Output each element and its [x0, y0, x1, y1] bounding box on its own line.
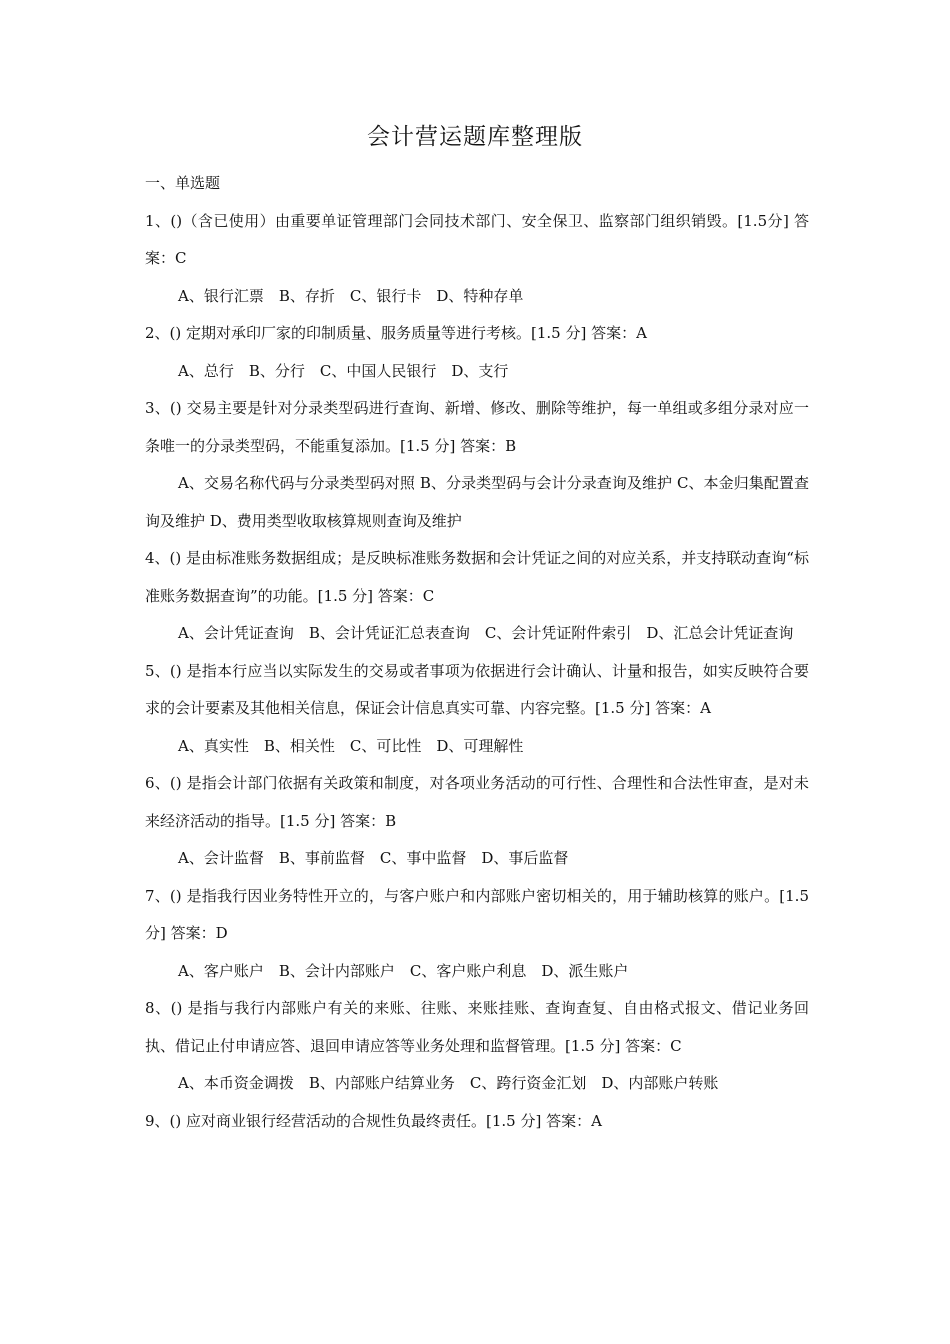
question-stem-2: 2、() 定期对承印厂家的印制质量、服务质量等进行考核。[1.5 分] 答案：A: [145, 324, 647, 342]
question-stem-3: 3、() 交易主要是针对分录类型码进行查询、新增、修改、删除等维护，每一单组或多组分录对应一条唯一的分录类型码，不能重复添加。[1.5 分] 答案：B: [145, 399, 809, 455]
section-heading: 一、单选题: [145, 174, 221, 192]
question-stem-9: 9、() 应对商业银行经营活动的合规性负最终责任。[1.5 分] 答案：A: [145, 1111, 602, 1130]
document-title: 会计营运题库整理版: [367, 124, 583, 150]
question-stem-4: 4、() 是由标准账务数据组成；是反映标准账务数据和会计凭证之间的对应关系，并支持联动查询“标准账务数据查询”的功能。[1.5 分] 答案：C: [145, 549, 809, 605]
question-stem-7: 7、() 是指我行因业务特性开立的，与客户账户和内部账户密切相关的，用于辅助核算的账户。[1.5 分] 答案：D: [145, 886, 809, 942]
question-options-8: A、本币资金调拨 B、内部账户结算业务 C、跨行资金汇划 D、内部账户转账: [178, 1074, 719, 1092]
question-options-4: A、会计凭证查询 B、会计凭证汇总表查询 C、会计凭证附件索引 D、汇总会计凭证查询: [178, 624, 794, 642]
question-options-7: A、客户账户 B、会计内部账户 C、客户账户利息 D、派生账户: [178, 961, 629, 980]
question-options-1: A、银行汇票 B、存折 C、银行卡 D、特种存单: [178, 286, 524, 305]
document-body: [145, 165, 809, 1140]
question-stem-5: 5、() 是指本行应当以实际发生的交易或者事项为依据进行会计确认、计量和报告，如实反映符合要求的会计要素及其他相关信息，保证会计信息真实可靠、内容完整。[1.5 分] 答案：A: [145, 661, 809, 717]
question-stem-6: 6、() 是指会计部门依据有关政策和制度，对各项业务活动的可行性、合理性和合法性审查，是对未来经济活动的指导。[1.5 分] 答案：B: [145, 774, 809, 830]
question-stem-8: 8、() 是指与我行内部账户有关的来账、往账、来账挂账、查询查复、自由格式报文、借记业务回执、借记止付申请应答、退回申请应答等业务处理和监督管理。[1.5 分] 答案：C: [145, 999, 809, 1055]
question-options-5: A、真实性 B、相关性 C、可比性 D、可理解性: [178, 736, 524, 755]
question-options-6: A、会计监督 B、事前监督 C、事中监督 D、事后监督: [178, 849, 569, 867]
question-stem-1: 1、()（含已使用）由重要单证管理部门会同技术部门、安全保卫、监察部门组织销毁。[1.5分] 答案：C: [145, 211, 809, 267]
question-options-3: A、交易名称代码与分录类型码对照 B、分录类型码与会计分录查询及维护 C、本金归集配置查询及维护 D、费用类型收取核算规则查询及维护: [145, 474, 809, 530]
question-options-2: A、总行 B、分行 C、中国人民银行 D、支行: [178, 361, 509, 380]
